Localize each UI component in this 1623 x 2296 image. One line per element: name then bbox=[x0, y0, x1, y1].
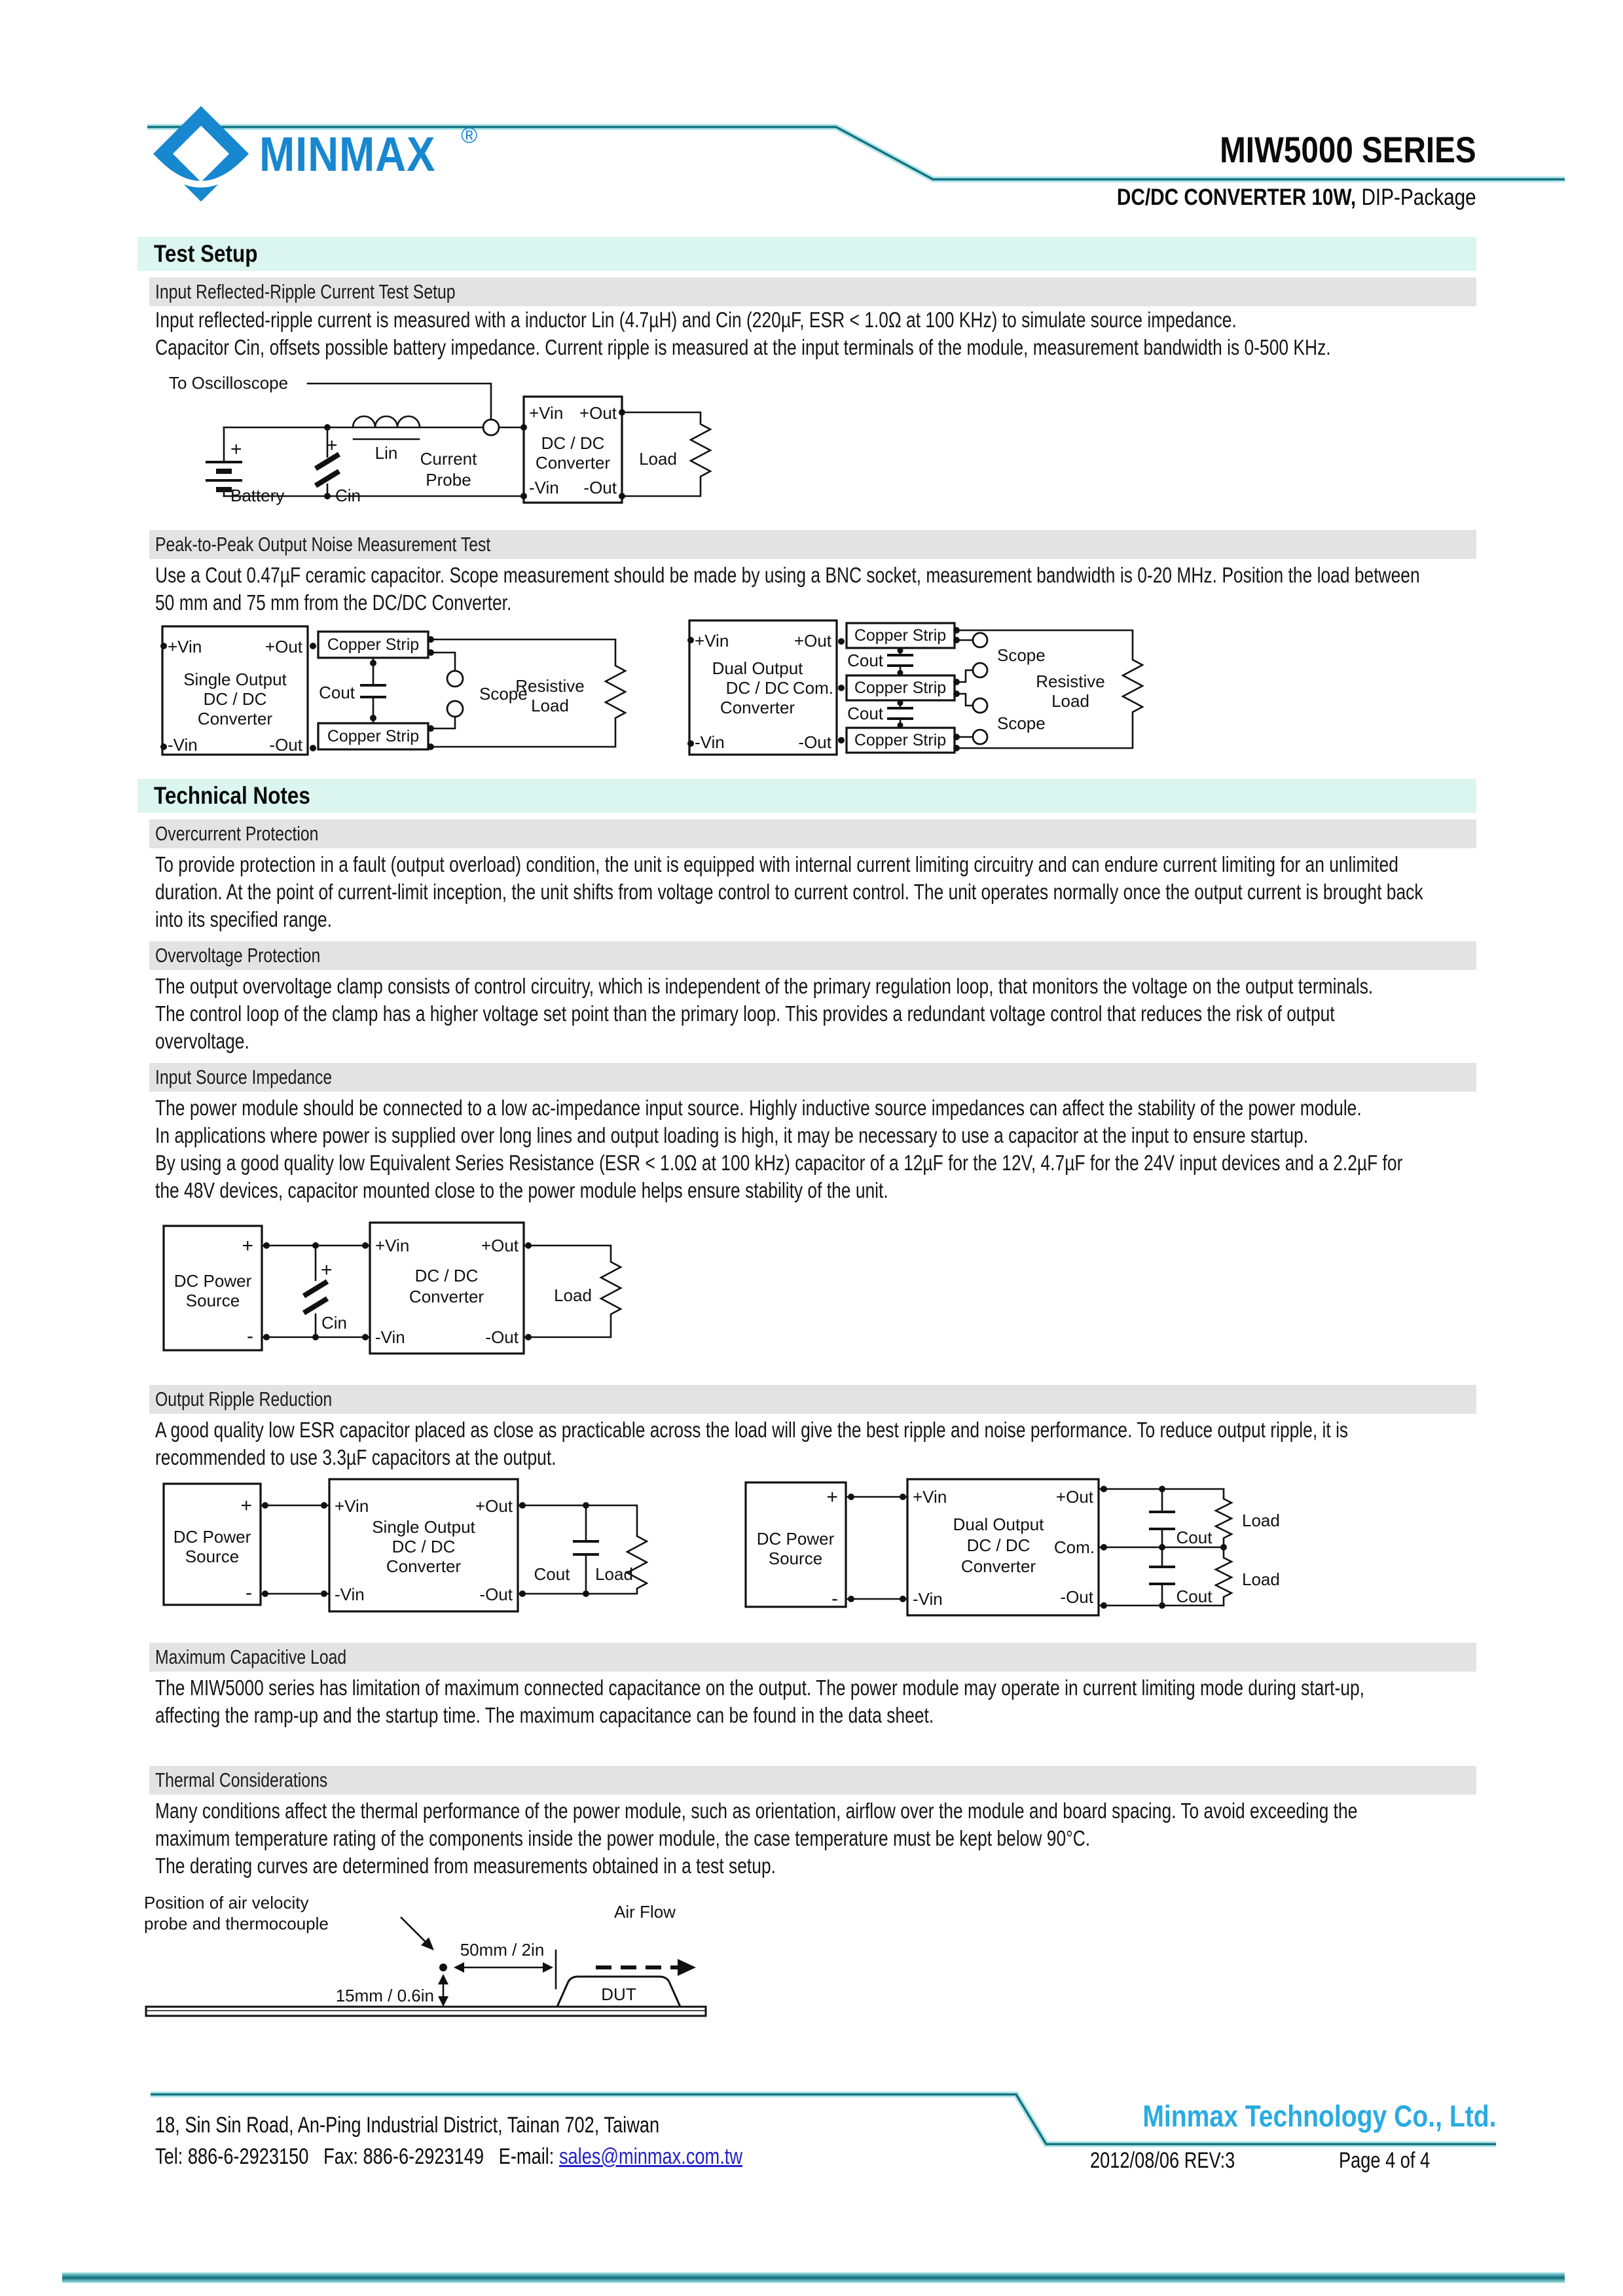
converter-label-2: DC / DC bbox=[966, 1535, 1030, 1555]
converter-label-2: DC / DC bbox=[203, 689, 267, 709]
pin-out-pos: +Out bbox=[793, 631, 831, 651]
cout-top-label: Cout bbox=[1176, 1528, 1213, 1547]
cout-bottom-label: Cout bbox=[1176, 1587, 1213, 1606]
pin-com: Com. bbox=[1053, 1537, 1095, 1557]
dc-power-source-label-1: DC Power bbox=[173, 1271, 252, 1291]
battery-label: Battery bbox=[230, 486, 285, 505]
converter-label-2: Converter bbox=[409, 1287, 484, 1306]
section-header-technical-notes: Technical Notes bbox=[137, 779, 1476, 813]
subtitle-bold: DC/DC CONVERTER 10W, bbox=[1117, 185, 1357, 210]
section-header-test-setup: Test Setup bbox=[137, 237, 1476, 271]
scope-label: Scope bbox=[479, 684, 528, 704]
converter-label-1: Single Output bbox=[183, 670, 287, 689]
load-bottom-label: Load bbox=[1242, 1570, 1280, 1589]
overvoltage-text: The output overvoltage clamp consists of control circuitry, which is independent of the primary regulation loop, that monitors the voltage on the output terminals. The control loop of the clamp has a higher voltage set point than the primary loop. This provides a redundant voltage control that reduces the risk of output overvoltage. bbox=[155, 974, 1374, 1053]
dc-power-source-label-1: DC Power bbox=[173, 1527, 251, 1547]
pin-out-pos: +Out bbox=[579, 403, 617, 423]
pin-out-pos: +Out bbox=[475, 1496, 513, 1516]
pin-vin-neg: -Vin bbox=[375, 1327, 405, 1347]
output-ripple-text: A good quality low ESR capacitor placed as close as practicable across the load will give the best ripple and noise performance. To reduce output ripple, it is recommended to use 3.3µF capacitors at the output. bbox=[155, 1418, 1349, 1469]
footer-revision: 2012/08/06 REV:3 bbox=[1090, 2148, 1235, 2173]
converter-label-3: Converter bbox=[720, 698, 795, 717]
pin-vin-neg: -Vin bbox=[913, 1589, 943, 1609]
footer-tel: Tel: 886-6-2923150 bbox=[155, 2144, 309, 2169]
load-label: Load bbox=[595, 1564, 633, 1584]
probe-position-label-1: Position of air velocity bbox=[144, 1893, 309, 1912]
diagram-ripple-single bbox=[160, 1474, 648, 1615]
pin-out-neg: -Out bbox=[1060, 1587, 1093, 1607]
minmax-logo-icon bbox=[152, 105, 250, 203]
converter-label-1: DC / DC bbox=[414, 1266, 479, 1285]
dc-power-source-label-2: Source bbox=[768, 1549, 823, 1568]
copper-strip-bottom: Copper Strip bbox=[327, 727, 420, 745]
pin-out-neg: -Out bbox=[479, 1585, 513, 1604]
registered-trademark-icon: ® bbox=[461, 122, 478, 148]
pin-out-neg: -Out bbox=[583, 478, 617, 497]
load-label: Load bbox=[554, 1285, 592, 1305]
series-title: MIW5000 SERIES bbox=[1220, 129, 1476, 170]
copper-strip-bottom: Copper Strip bbox=[854, 731, 947, 749]
source-minus: - bbox=[246, 1582, 252, 1604]
copper-strip-top: Copper Strip bbox=[854, 626, 947, 645]
current-probe-label-2: Probe bbox=[426, 470, 471, 490]
cin-label: Cin bbox=[321, 1313, 348, 1333]
subsection-input-reflected-ripple: Input Reflected-Ripple Current Test Setup bbox=[149, 278, 1476, 306]
subsection-overcurrent: Overcurrent Protection bbox=[149, 819, 1476, 848]
subsection-overvoltage: Overvoltage Protection bbox=[149, 941, 1476, 970]
page-bottom-rule bbox=[62, 2272, 1565, 2283]
pin-out-neg: -Out bbox=[798, 732, 831, 752]
converter-label-1: Dual Output bbox=[953, 1515, 1044, 1534]
dut-label: DUT bbox=[601, 1984, 636, 2004]
source-plus: + bbox=[240, 1495, 252, 1516]
source-plus: + bbox=[826, 1486, 838, 1508]
subsection-input-source-impedance: Input Source Impedance bbox=[149, 1063, 1476, 1092]
peak-to-peak-text: Use a Cout 0.47µF ceramic capacitor. Scope measurement should be made by using a BNC socket, measurement bandwidth is 0-20 MHz. Position the load between 50 mm and 75 mm from the DC/DC Converter. bbox=[155, 563, 1420, 615]
copper-strip-top: Copper Strip bbox=[327, 636, 420, 654]
footer-email-label: E-mail: bbox=[498, 2144, 555, 2169]
scope-top-label: Scope bbox=[997, 645, 1046, 665]
cout-label: Cout bbox=[534, 1564, 570, 1584]
cout-bottom-label: Cout bbox=[847, 704, 883, 723]
max-capacitive-load-text: The MIW5000 series has limitation of maximum connected capacitance on the output. The power module may operate in current limiting mode during start-up, affecting the ramp-up and the startup time. The maximum capacitance can be found in the data sheet. bbox=[155, 1676, 1364, 1727]
pin-vin-neg: -Vin bbox=[335, 1585, 365, 1604]
pin-vin-neg: -Vin bbox=[529, 478, 559, 497]
diagram-input-ripple-test bbox=[151, 365, 727, 506]
cout-label: Cout bbox=[319, 683, 355, 702]
pin-vin-neg: -Vin bbox=[695, 732, 725, 752]
footer-address: 18, Sin Sin Road, An-Ping Industrial District, Tainan 702, Taiwan bbox=[155, 2113, 660, 2138]
converter-label-1: Dual Output bbox=[712, 658, 803, 678]
to-oscilloscope-label: To Oscilloscope bbox=[169, 373, 289, 393]
minmax-logo bbox=[152, 105, 476, 203]
pin-vin-pos: +Vin bbox=[529, 403, 564, 423]
converter-label-3: Converter bbox=[386, 1556, 462, 1576]
pin-out-pos: +Out bbox=[1055, 1487, 1093, 1507]
input-source-impedance-text: The power module should be connected to a low ac-impedance input source. Highly inductive source impedances can affect the stability of the power module. In applications where power is supplied over long lines and output loading is high, it may be necessary to use a capacitor at the input to ensure startup. By using a good quality low Equivalent Series Resistance (ESR < 1.0Ω at 100 kHz) capacitor of a 12µF for the 12V, 4.7µF for the 24V input devices and a 2.2µF for the 48V devices, capacitor mounted close to the power module helps ensure stability of the unit. bbox=[155, 1096, 1403, 1202]
subsection-peak-to-peak: Peak-to-Peak Output Noise Measurement Test bbox=[149, 530, 1476, 559]
diagram-input-impedance bbox=[160, 1216, 629, 1357]
converter-label-3: Converter bbox=[960, 1556, 1036, 1576]
converter-label-3: Converter bbox=[197, 709, 273, 728]
pin-vin-pos: +Vin bbox=[168, 637, 202, 656]
overcurrent-text: To provide protection in a fault (output overload) condition, the unit is equipped with internal current limiting circuitry and can endure current limiting for an unlimited duration. At the point of current-limit inception, the unit shifts from voltage control to current control. The unit operates normally once the output current is brought back into its specified range. bbox=[155, 852, 1423, 931]
dc-power-source-label-2: Source bbox=[185, 1291, 240, 1310]
dc-power-source-label-1: DC Power bbox=[756, 1529, 835, 1549]
pin-vin-pos: +Vin bbox=[375, 1236, 410, 1255]
pin-vin-pos: +Vin bbox=[913, 1487, 947, 1507]
email-link[interactable]: sales@minmax.com.tw bbox=[558, 2144, 742, 2169]
pin-vin-pos: +Vin bbox=[335, 1496, 369, 1516]
diagram-noise-single bbox=[157, 619, 674, 759]
probe-position-label-2: probe and thermocouple bbox=[144, 1914, 329, 1933]
load-label: Load bbox=[639, 449, 677, 469]
battery-plus-label: + bbox=[230, 439, 242, 460]
copper-strip-mid: Copper Strip bbox=[854, 679, 947, 697]
footer-page-number: Page 4 of 4 bbox=[1339, 2148, 1431, 2173]
converter-label-2: Converter bbox=[535, 453, 611, 473]
resistive-load-label-1: Resistive bbox=[1036, 672, 1105, 691]
resistive-load-label-2: Load bbox=[531, 696, 569, 715]
input-reflected-ripple-text: Input reflected-ripple current is measured with a inductor Lin (4.7µH) and Cin (220µF, ESR < 1.0Ω at 100 KHz) to simulate source impedance. Capacitor Cin, offsets possible battery impedance. Current ripple is measured at the input terminals of the module, measurement bandwidth is 0-500 KHz. bbox=[155, 308, 1331, 359]
thermal-text: Many conditions affect the thermal performance of the power module, such as orientation, airflow over the module and board spacing. To avoid exceeding the maximum temperature rating of the components inside the power module, the case temperature must be kept below 90°C. The derating curves are determined from measurements obtained in a test setup. bbox=[155, 1799, 1358, 1878]
air-flow-label: Air Flow bbox=[614, 1902, 676, 1922]
cin-plus-label: + bbox=[321, 1259, 333, 1281]
cin-label: Cin bbox=[335, 486, 361, 505]
source-minus: - bbox=[831, 1588, 838, 1609]
converter-label-2: DC / DC bbox=[725, 678, 790, 698]
scope-bottom-label: Scope bbox=[997, 713, 1046, 733]
source-minus: - bbox=[247, 1325, 253, 1347]
dc-power-source-label-2: Source bbox=[185, 1547, 240, 1566]
diagram-noise-dual bbox=[684, 614, 1273, 761]
cin-plus-label: + bbox=[326, 435, 338, 456]
subsection-max-capacitive-load: Maximum Capacitive Load bbox=[149, 1643, 1476, 1672]
subtitle-package: DIP-Package bbox=[1361, 185, 1476, 210]
subtitle bbox=[1053, 185, 1476, 211]
dim-50mm-label: 50mm / 2in bbox=[460, 1940, 545, 1960]
pin-vin-pos: +Vin bbox=[695, 631, 729, 651]
cout-top-label: Cout bbox=[847, 651, 883, 670]
pin-vin-neg: -Vin bbox=[168, 735, 198, 755]
converter-label-2: DC / DC bbox=[392, 1537, 456, 1556]
pin-out-neg: -Out bbox=[269, 735, 302, 755]
pin-out-pos: +Out bbox=[481, 1236, 519, 1255]
pin-out-pos: +Out bbox=[264, 637, 302, 656]
subsection-thermal: Thermal Considerations bbox=[149, 1766, 1476, 1795]
diagram-thermal-setup bbox=[141, 1890, 710, 2021]
footer-contact bbox=[155, 2144, 889, 2170]
pin-out-neg: -Out bbox=[485, 1327, 519, 1347]
lin-label: Lin bbox=[374, 443, 398, 463]
converter-label-1: Single Output bbox=[372, 1517, 475, 1537]
resistive-load-label-1: Resistive bbox=[515, 676, 585, 696]
converter-label-1: DC / DC bbox=[541, 433, 605, 453]
source-plus: + bbox=[242, 1235, 253, 1257]
footer-fax: Fax: 886-6-2923149 bbox=[323, 2144, 484, 2169]
load-top-label: Load bbox=[1242, 1511, 1280, 1530]
footer-company-name: Minmax Technology Co., Ltd. bbox=[1142, 2099, 1496, 2133]
subsection-output-ripple: Output Ripple Reduction bbox=[149, 1385, 1476, 1414]
resistive-load-label-2: Load bbox=[1051, 691, 1089, 711]
dim-15mm-label: 15mm / 0.6in bbox=[335, 1986, 434, 2005]
diagram-ripple-dual bbox=[743, 1473, 1300, 1620]
minmax-logo-text: MINMAX bbox=[259, 126, 436, 181]
pin-com: Com. bbox=[792, 678, 833, 698]
current-probe-label-1: Current bbox=[420, 449, 477, 469]
